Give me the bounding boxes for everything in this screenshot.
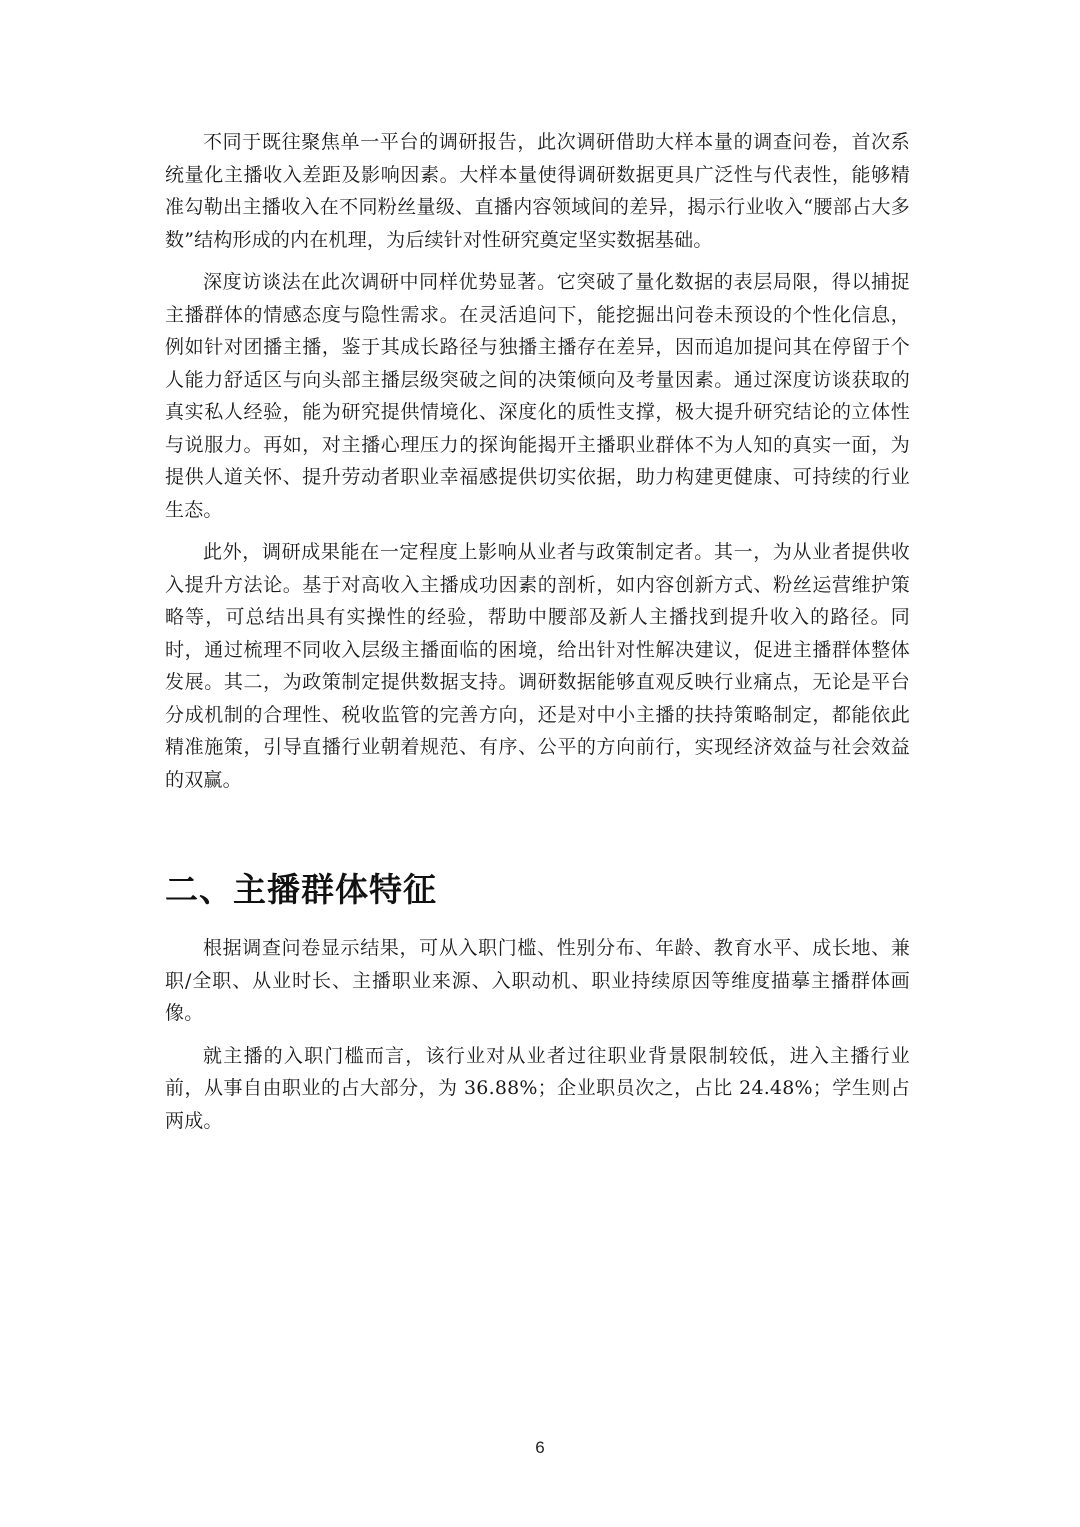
page-number: 6 bbox=[535, 1438, 545, 1457]
body-paragraph: 就主播的入职门槛而言，该行业对从业者过往职业背景限制较低，进入主播行业前，从事自由职业的占大部分，为 36.88%；企业职员次之，占比 24.48%；学生则占两成。 bbox=[165, 1044, 910, 1132]
body-paragraph: 不同于既往聚焦单一平台的调研报告，此次调研借助大样本量的调查问卷，首次系统量化主播收入差距及影响因素。大样本量使得调研数据更具广泛性与代表性，能够精准勾勒出主播收入在不同粉丝量级、直播内容领域间的差异，揭示行业收入“腰部占大多数”结构形成的内在机理，为后续针对性研究奠定坚实数据基础。 bbox=[165, 131, 910, 251]
section-heading: 二、主播群体特征 bbox=[165, 870, 437, 909]
body-paragraph: 深度访谈法在此次调研中同样优势显著。它突破了量化数据的表层局限，得以捕捉主播群体的情感态度与隐性需求。在灵活追问下，能挖掘出问卷未预设的个性化信息，例如针对团播主播，鉴于其成长路径与独播主播存在差异，因而追加提问其在停留于个人能力舒适区与向头部主播层级突破之间的决策倾向及考量因素。通过深度访谈获取的真实私人经验，能为研究提供情境化、深度化的质性支撑，极大提升研究结论的立体性与说服力。再如，对主播心理压力的探询能揭开主播职业群体不为人知的真实一面，为提供人道关怀、提升劳动者职业幸福感提供切实依据，助力构建更健康、可持续的行业生态。 bbox=[165, 271, 910, 521]
body-paragraph: 根据调查问卷显示结果，可从入职门槛、性别分布、年龄、教育水平、成长地、兼职/全职、从业时长、主播职业来源、入职动机、职业持续原因等维度描摹主播群体画像。 bbox=[165, 937, 910, 1024]
page-content bbox=[165, 126, 910, 1147]
body-paragraph: 此外，调研成果能在一定程度上影响从业者与政策制定者。其一，为从业者提供收入提升方法论。基于对高收入主播成功因素的剖析，如内容创新方式、粉丝运营维护策略等，可总结出具有实操性的经验，帮助中腰部及新人主播找到提升收入的路径。同时，通过梳理不同收入层级主播面临的困境，给出针对性解决建议，促进主播群体整体发展。其二，为政策制定提供数据支持。调研数据能够直观反映行业痛点，无论是平台分成机制的合理性、税收监管的完善方向，还是对中小主播的扶持策略制定，都能依此精准施策，引导直播行业朝着规范、有序、公平的方向前行，实现经济效益与社会效益的双赢。 bbox=[165, 541, 910, 791]
